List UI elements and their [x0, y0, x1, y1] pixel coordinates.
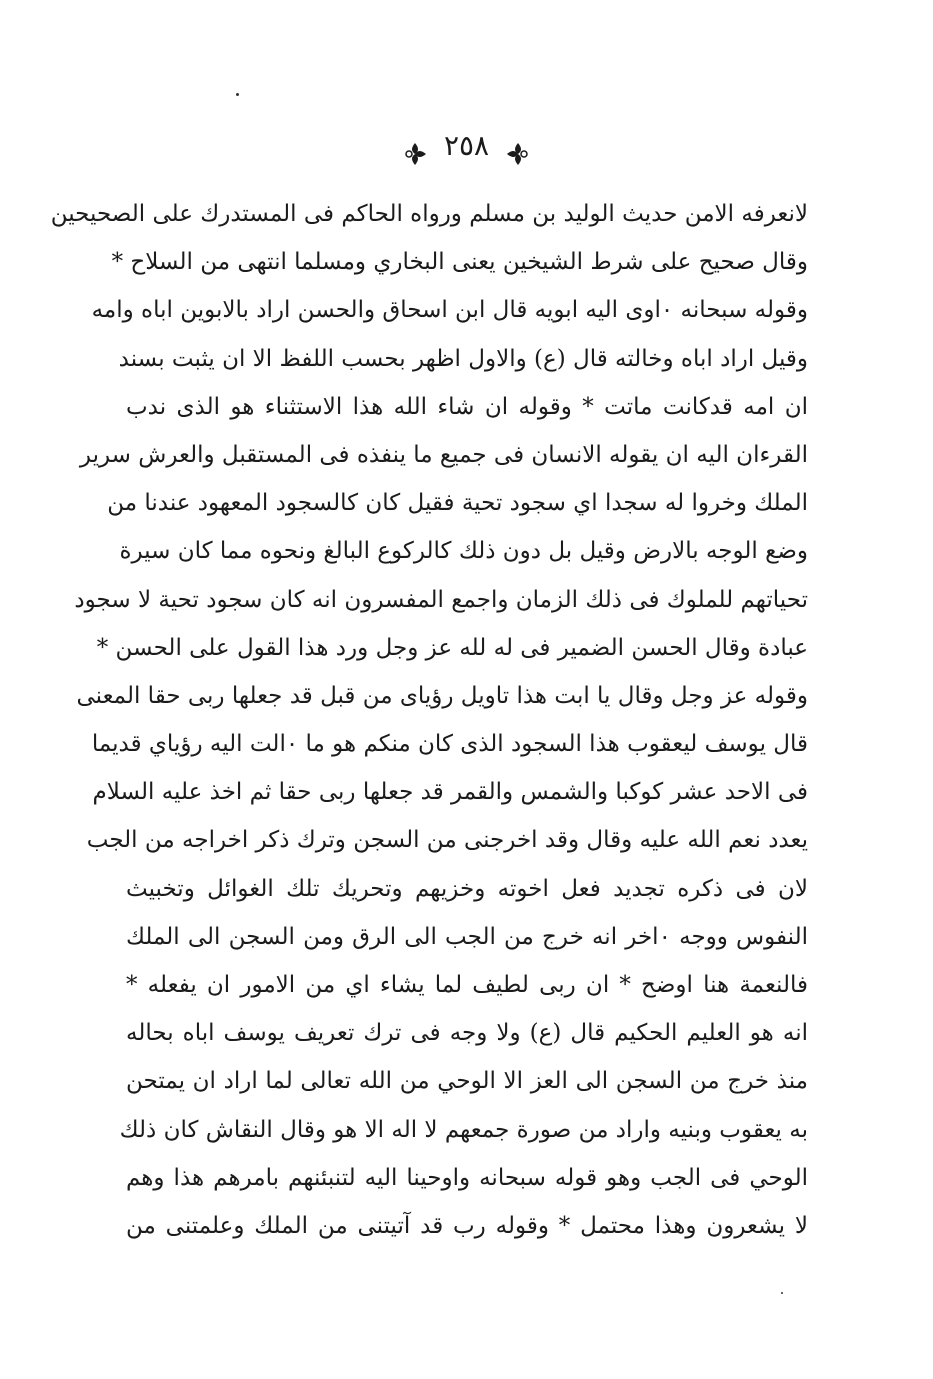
text-line: قال يوسف ليعقوب هذا السجود الذى كان منكم هو ما ٠الت اليه رؤياي قديما [91, 731, 808, 758]
text-line: وقال صحيح على شرط الشيخين يعنى البخاري ومسلما انتهى من السلاح * [111, 249, 808, 276]
text-line: وقوله سبحانه ٠اوى اليه ابويه قال ابن اسحاق والحسن اراد بالابوين اباه وامه [91, 297, 808, 324]
text-line: لا يشعرون وهذا محتمل * وقوله رب قد آتيتنى من الملك وعلمتنى من [126, 1212, 808, 1239]
text-line: النفوس ووجه ٠اخر انه خرج من الجب الى الرق ومن السجن الى الملك [126, 923, 808, 950]
text-line: عبادة وقال الحسن الضمير فى له لله عز وجل ورد هذا القول على الحسن * [96, 634, 808, 661]
body-text [50, 190, 808, 1250]
scan-speck [781, 1292, 783, 1294]
text-line: يعدد نعم الله عليه وقال وقد اخرجنى من السجن وترك ذكر اخراجه من الجب [86, 827, 808, 854]
text-line: فالنعمة هنا اوضح * ان ربى لطيف لما يشاء اي من الامور ان يفعله * [126, 972, 808, 998]
text-line: القرءان اليه ان يقوله الانسان فى جميع ما ينفذه فى المستقبل والعرش سرير [79, 441, 808, 468]
text-line: الملك وخروا له سجدا اي سجود تحية فقيل كان كالسجود المعهود عندنا من [107, 490, 808, 517]
text-line: منذ خرج من السجن الى العز الا الوحي من الله تعالى لما اراد ان يمتحن [126, 1068, 808, 1095]
page-header [0, 120, 933, 170]
text-line: الوحي فى الجب وهو قوله سبحانه واوحينا اليه لتنبئنهم بامرهم هذا وهم [126, 1164, 808, 1191]
text-line: وقيل اراد اباه وخالته قال (ع) والاول اظهر بحسب اللفظ الا ان يثبت بسند [118, 345, 808, 372]
text-line: وضع الوجه بالارض وقيل بل دون ذلك كالركوع البالغ ونحوه مما كان سيرة [119, 538, 808, 565]
text-line: تحياتهم للملوك فى ذلك الزمان واجمع المفسرون انه كان سجود تحية لا سجود [74, 586, 808, 613]
text-line: لانعرفه الامن حديث الوليد بن مسلم ورواه الحاكم فى المستدرك على الصحيحين [50, 201, 808, 227]
text-line: انه هو العليم الحكيم قال (ع) ولا وجه فى ترك تعريف يوسف اباه بحاله [126, 1020, 808, 1047]
text-line: وقوله عز وجل وقال يا ابت هذا تاويل رؤياى من قبل قد جعلها ربى حقا المعنى [76, 682, 808, 709]
scan-speck [236, 93, 239, 96]
text-line: به يعقوب وبنيه واراد من صورة جمعهم لا اله الا هو وقال النقاش كان ذلك [119, 1116, 808, 1143]
page-number: ٢٥٨ [443, 129, 490, 162]
text-line: فى الاحد عشر كوكبا والشمس والقمر قد جعلها ربى حقا ثم اخذ عليه السلام [92, 779, 808, 806]
text-line: لان فى ذكره تجديد فعل اخوته وخزيهم وتحريك تلك الغوائل وتخبيث [126, 875, 808, 902]
floral-ornament-icon [505, 133, 531, 159]
floral-ornament-icon [402, 133, 428, 159]
text-line: ان امه قدكانت ماتت * وقوله ان شاء الله هذا الاستثناء هو الذى ندب [126, 393, 808, 420]
